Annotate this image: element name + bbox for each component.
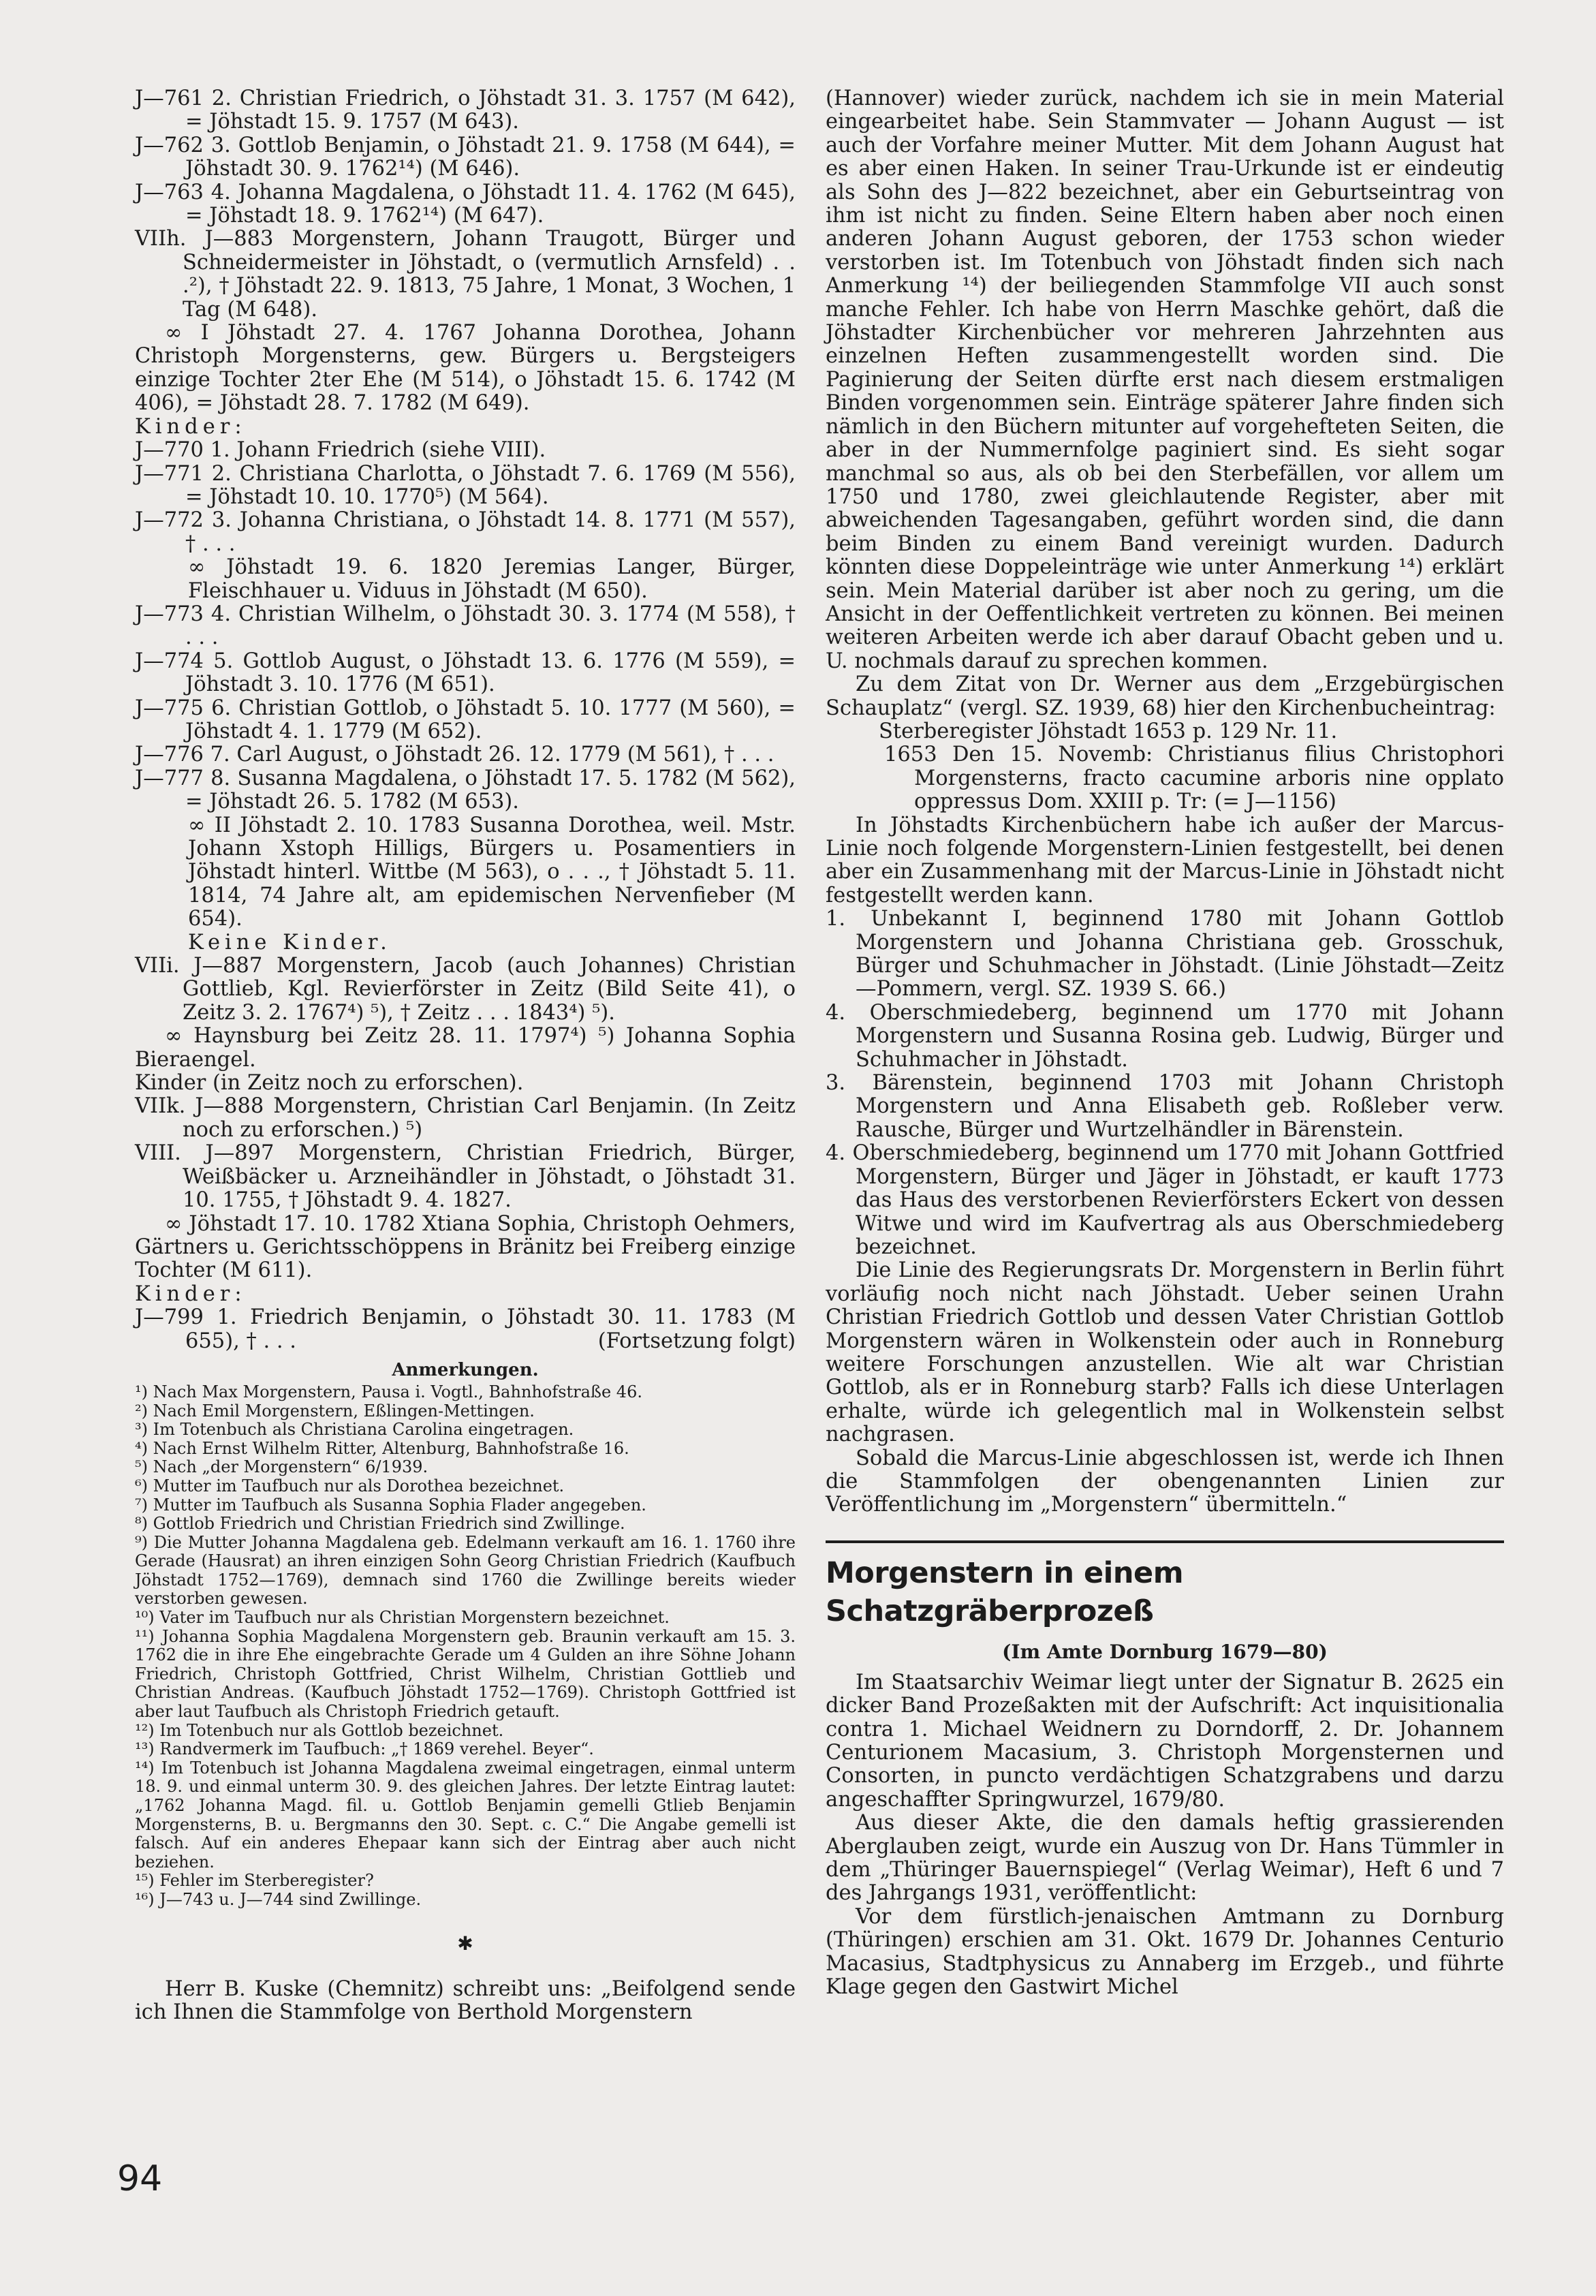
entry: J—761 2. Christian Friedrich, o Jöhstadt 31. 3. 1757 (M 642), = Jöhstadt 15. 9. 1757 (M 643). bbox=[135, 87, 796, 134]
generation-vii-k-heading: VIIk. J—888 Morgenstern, Christian Carl Benjamin. (In Zeitz noch zu erforschen.) ⁵) bbox=[135, 1094, 796, 1142]
marriage-entry: ∞ I Jöhstadt 27. 4. 1767 Johanna Dorothea, Johann Christoph Morgensterns, gew. Bürgers u. Bergsteigers einzige Tochter 2ter Ehe (M 514), o Jöhstadt 15. 6. 1742 (M 406), = Jöhstadt 28. 7. 1782 (M 649). bbox=[135, 321, 796, 416]
child-marriage-entry: ∞ Jöhstadt 19. 6. 1820 Jeremias Langer, Bürger, Fleischhauer u. Viduus in Jöhstadt (M 650). bbox=[188, 555, 796, 603]
letter-paragraph: In Jöhstadts Kirchenbüchern habe ich außer der Marcus-Linie noch folgende Morgenstern-Linien festgestellt, bei denen aber ein Zusammenhang mit der Marcus-Linie in Jöhstadt nicht festgestellt werden kann. bbox=[826, 813, 1504, 907]
footnote: ⁸) Gottlob Friedrich und Christian Friedrich sind Zwillinge. bbox=[135, 1514, 625, 1534]
footnote: ¹⁶) J—743 u. J—744 sind Zwillinge. bbox=[135, 1889, 422, 1909]
footnote: ²) Nach Emil Morgenstern, Eßlingen-Mettingen. bbox=[135, 1401, 535, 1421]
article-subtitle: (Im Amte Dornburg 1679—80) bbox=[1002, 1640, 1328, 1663]
generation-vii-i-heading: VIIi. J—887 Morgenstern, Jacob (auch Johannes) Christian Gottlieb, Kgl. Revierförster in Zeitz (Bild Seite 41), o Zeitz 3. 2. 1767⁴) ⁵), † Zeitz . . . 1843⁴) ⁵). bbox=[135, 954, 796, 1025]
child-entry: J—775 6. Christian Gottlob, o Jöhstadt 5. 10. 1777 (M 560), = Jöhstadt 4. 1. 1779 (M 652). bbox=[135, 696, 796, 743]
footnote: ³) Im Totenbuch als Christiana Carolina eingetragen. bbox=[135, 1420, 574, 1440]
generation-vii-h-heading: VIIh. J—883 Morgenstern, Johann Traugott, Bürger und Schneidermeister in Jöhstadt, o (vermutlich Arnsfeld) . . .²), † Jöhstadt 22. 9. 1813, 75 Jahre, 1 Monat, 3 Wochen, 1 Tag (M 648). bbox=[135, 227, 796, 322]
letter-paragraph: Die Linie des Regierungsrats Dr. Morgenstern in Berlin führt vorläufig noch nicht nach Jöhstadt. Ueber seinen Urahn Christian Friedrich Gottlob und dessen Vater Christian Gottlob Morgenstern wären in Wolkenstein oder auch in Ronneburg weitere Forschungen anzustellen. Wie alt war Christian Gottlob, als er in Ronneburg starb? Falls ich diese Unterlagen erhalte, würde ich gelegentlich mal in Wolkenstein selbst nachgrasen. bbox=[826, 1258, 1504, 1447]
footnote: ¹) Nach Max Morgenstern, Pausa i. Vogtl., Bahnhofstraße 46. bbox=[135, 1382, 642, 1401]
list-item: 4. Oberschmiedeberg, beginnend um 1770 mit Johann Gottfried Morgenstern, Bürger und Jäger in Jöhstadt, er kauft 1773 das Haus des verstorbenen Revierförsters Eckert von dessen Witwe und wird im Kaufvertrag als aus Oberschmiedeberg bezeichnet. bbox=[826, 1141, 1504, 1259]
footnote: ⁴) Nach Ernst Wilhelm Ritter, Altenburg, Bahnhofstraße 16. bbox=[135, 1438, 629, 1458]
footnote: ⁹) Die Mutter Johanna Magdalena geb. Edelmann verkauft am 16. 1. 1760 ihre Gerade (Hausrat) an ihren einzigen Sohn Georg Christian Friedrich (Kaufbuch Jöhstadt 1752—1769), demnach sind 1760 die Zwillinge bereits wieder verstorben gewesen. bbox=[135, 1532, 796, 1609]
letter-paragraph: Sobald die Marcus-Linie abgeschlossen ist, werde ich Ihnen die Stammfolgen der obengenannten Linien zur Veröffentlichung im „Morgenstern“ übermitteln.“ bbox=[826, 1446, 1504, 1517]
page-number: 94 bbox=[117, 2158, 163, 2199]
entry: J—762 3. Gottlob Benjamin, o Jöhstadt 21. 9. 1758 (M 644), = Jöhstadt 30. 9. 1762¹⁴) (M 646). bbox=[135, 133, 796, 181]
no-children-note: Keine Kinder. bbox=[188, 930, 392, 955]
entry: J—763 4. Johanna Magdalena, o Jöhstadt 11. 4. 1762 (M 645), = Jöhstadt 18. 9. 1762¹⁴) (M 647). bbox=[135, 180, 796, 228]
footnote: ⁶) Mutter im Taufbuch nur als Dorothea bezeichnet. bbox=[135, 1476, 565, 1495]
footnote: ¹³) Randvermerk im Taufbuch: „† 1869 verehel. Beyer“. bbox=[135, 1739, 594, 1759]
list-item: 4. Oberschmiedeberg, beginnend um 1770 mit Johann Morgenstern und Susanna Rosina geb. Ludwig, Bürger und Schuhmacher in Jöhstadt. bbox=[826, 1000, 1504, 1072]
article-paragraph: Im Staatsarchiv Weimar liegt unter der Signatur B. 2625 ein dicker Band Prozeßakten mit der Aufschrift: Act inquisitionalia contra 1. Michael Weidnern zu Dorndorff, 2. Dr. Johannem Centurionem Macasium, 3. Christoph Morgensternen und Consorten, in puncto verdächtigen Schatzgrabens und darzu angeschaffter Springwurzel, 1679/80. bbox=[826, 1670, 1504, 1812]
child-entry-text: J—799 1. Friedrich Benjamin, o Jöhstadt 30. 11. 1783 (M 655), † . . . bbox=[135, 1305, 796, 1353]
asterisk-separator: ✱ bbox=[457, 1932, 473, 1955]
children-label: Kinder: bbox=[135, 1282, 247, 1306]
quote-line: Sterberegister Jöhstadt 1653 p. 129 Nr. 11. bbox=[879, 719, 1338, 743]
second-marriage-entry: ∞ II Jöhstadt 2. 10. 1783 Susanna Dorothea, weil. Mstr. Johann Xstoph Hilligs, Bürgers u. Posamentiers in Jöhstadt hinterl. Wittbe (M 563), o . . ., † Jöhstadt 5. 11. 1814, 74 Jahre alt, am epidemischen Nervenfieber (M 654). bbox=[188, 813, 796, 931]
marriage-entry: ∞ Jöhstadt 17. 10. 1782 Xtiana Sophia, Christoph Oehmers, Gärtners u. Gerichtsschöppens in Bränitz bei Freiberg einzige Tochter (M 611). bbox=[135, 1211, 796, 1283]
continued-note: (Fortsetzung folgt) bbox=[597, 1329, 796, 1353]
child-entry bbox=[135, 1306, 796, 1353]
letter-intro: Herr B. Kuske (Chemnitz) schreibt uns: „Beifolgend sende ich Ihnen die Stammfolge von Berthold Morgenstern bbox=[135, 1976, 796, 2024]
footnote: ¹⁰) Vater im Taufbuch nur als Christian Morgenstern bezeichnet. bbox=[135, 1608, 670, 1628]
letter-paragraph: Zu dem Zitat von Dr. Werner aus dem „Erzgebürgischen Schauplatz“ (vergl. SZ. 1939, 68) hier den Kirchenbucheintrag: bbox=[826, 672, 1504, 720]
section-divider bbox=[826, 1540, 1504, 1543]
footnote: ⁵) Nach „der Morgenstern“ 6/1939. bbox=[135, 1457, 428, 1477]
notes-heading: Anmerkungen. bbox=[392, 1359, 539, 1380]
footnote: ¹¹) Johanna Sophia Magdalena Morgenstern geb. Braunin verkauft am 15. 3. 1762 die in ihre Ehe eingebrachte Gerade um 4 Gulden an ihre Söhne Johann Friedrich, Christoph Gottfried, Christ Wilhelm, Christian Gottlieb und Christian Andreas. (Kaufbuch Jöhstadt 1752—1769). Christoph Gottfried ist aber laut Taufbuch als Christoph Friedrich getauft. bbox=[135, 1626, 796, 1722]
letter-paragraph: (Hannover) wieder zurück, nachdem ich sie in mein Material eingearbeitet habe. Sein Stammvater — Johann August — ist auch der Vorfahre meiner Mutter. Mit dem Johann August hat es aber einen Haken. In seiner Trau-Urkunde ist er eindeutig als Sohn des J—822 bezeichnet, aber ein Geburtseintrag von ihm ist nicht zu finden. Seine Eltern haben aber noch einen anderen Johann August geboren, der 1753 schon wieder verstorben ist. Im Totenbuch von Jöhstadt finden sich nach Anmerkung ¹⁴) der beiliegenden Stammfolge VII auch sonst manche Fehler. Ich habe von Herrn Maschke gehört, daß die Jöhstadter Kirchenbücher vor mehreren Jahrzehnten aus einzelnen Heften zusammengestellt worden sind. Die Paginierung der Seiten dürfte erst nach diesem erstmaligen Binden vorgenommen sein. Einträge späterer Jahre finden sich nämlich in den Büchern mitunter auf vorgehefteten Seiten, die aber in der Nummernfolge paginiert sind. Es sieht sogar manchmal so aus, als ob bei den Sterbefällen, vor allem um 1750 und 1780, zwei gleichlautende Register, aber mit abweichenden Tagesangaben, geführt worden sind, die dann beim Binden zu einem Band vereinigt wurden. Dadurch könnten diese Doppeleinträge wie unter Anmerkung ¹⁴) erklärt sein. Mein Material darüber ist aber noch zu gering, um die Ansicht in der Oeffentlichkeit vertreten zu können. Bei meinen weiteren Arbeiten werde ich aber darauf Obacht geben und u. U. nochmals darauf zu sprechen kommen. bbox=[826, 87, 1504, 673]
quote-line: 1653 Den 15. Novemb: Christianus filius Christophori Morgensterns, fracto cacumine arboris nine opplato oppressus Dom. XXIII p. Tr: (= J—1156) bbox=[884, 743, 1504, 814]
marriage-entry: ∞ Haynsburg bei Zeitz 28. 11. 1797⁴) ⁵) Johanna Sophia Bieraengel. bbox=[135, 1024, 796, 1072]
child-entry: J—774 5. Gottlob August, o Jöhstadt 13. 6. 1776 (M 559), = Jöhstadt 3. 10. 1776 (M 651). bbox=[135, 649, 796, 697]
child-entry: J—773 4. Christian Wilhelm, o Jöhstadt 30. 3. 1774 (M 558), † . . . bbox=[135, 602, 796, 650]
children-label: Kinder (in Zeitz noch zu erforschen). bbox=[135, 1071, 524, 1096]
footnote: ¹²) Im Totenbuch nur als Gottlob bezeichnet. bbox=[135, 1720, 504, 1740]
child-entry: J—777 8. Susanna Magdalena, o Jöhstadt 17. 5. 1782 (M 562), = Jöhstadt 26. 5. 1782 (M 653). bbox=[135, 766, 796, 814]
footnote: ¹⁵) Fehler im Sterberegister? bbox=[135, 1871, 374, 1891]
list-item: 3. Bärenstein, beginnend 1703 mit Johann Christoph Morgenstern und Anna Elisabeth geb. Roßleber verw. Rausche, Bürger und Wurtzelhändler in Bärenstein. bbox=[826, 1071, 1504, 1142]
generation-viii-heading: VIII. J—897 Morgenstern, Christian Friedrich, Bürger, Weißbäcker u. Arzneihändler in Jöhstadt, o Jöhstadt 31. 10. 1755, † Jöhstadt 9. 4. 1827. bbox=[135, 1141, 796, 1213]
children-label: Kinder: bbox=[135, 414, 247, 439]
article-paragraph: Aus dieser Akte, die den damals heftig grassierenden Aberglauben zeigt, wurde ein Auszug von Dr. Hans Tümmler in dem „Thüringer Bauernspiegel“ (Verlag Weimar), Heft 6 und 7 des Jahrgangs 1931, veröffentlicht: bbox=[826, 1811, 1504, 1906]
child-entry: J—776 7. Carl August, o Jöhstadt 26. 12. 1779 (M 561), † . . . bbox=[135, 743, 774, 767]
left-column bbox=[135, 87, 796, 2024]
child-entry: J—770 1. Johann Friedrich (siehe VIII). bbox=[135, 438, 546, 463]
list-item: 1. Unbekannt I, beginnend 1780 mit Johann Gottlob Morgenstern und Johanna Christiana geb. Grosschuk, Bürger und Schuhmacher in Jöhstadt. (Linie Jöhstadt—Zeitz—Pommern, vergl. SZ. 1939 S. 66.) bbox=[826, 907, 1504, 1002]
right-column bbox=[826, 87, 1504, 1999]
child-entry: J—771 2. Christiana Charlotta, o Jöhstadt 7. 6. 1769 (M 556), = Jöhstadt 10. 10. 1770⁵) (M 564). bbox=[135, 461, 796, 509]
article-paragraph: Vor dem fürstlich-jenaischen Amtmann zu Dornburg (Thüringen) erschien am 31. Okt. 1679 Dr. Johannes Centurio Macasius, Stadtphysicus zu Annaberg im Erzgeb., und führte Klage gegen den Gastwirt Michel bbox=[826, 1904, 1504, 2000]
footnote: ⁷) Mutter im Taufbuch als Susanna Sophia Flader angegeben. bbox=[135, 1495, 646, 1515]
article-title: Morgenstern in einem Schatzgräberprozeß bbox=[826, 1555, 1184, 1628]
child-entry: J—772 3. Johanna Christiana, o Jöhstadt 14. 8. 1771 (M 557), † . . . bbox=[135, 508, 796, 556]
footnote: ¹⁴) Im Totenbuch ist Johanna Magdalena zweimal eingetragen, einmal unterm 18. 9. und einmal unterm 30. 9. des gleichen Jahres. Der letzte Eintrag lautet: „1762 Johanna Magd. fil. u. Gottlob Benjamin gemelli Gtlieb Benjamin Morgensterns, B. u. Bergmanns den 30. Sept. c. C.“ Die Angabe gemelli ist falsch. Auf ein anderes Ehepaar kann sich der Eintrag aber auch nicht beziehen. bbox=[135, 1758, 796, 1872]
